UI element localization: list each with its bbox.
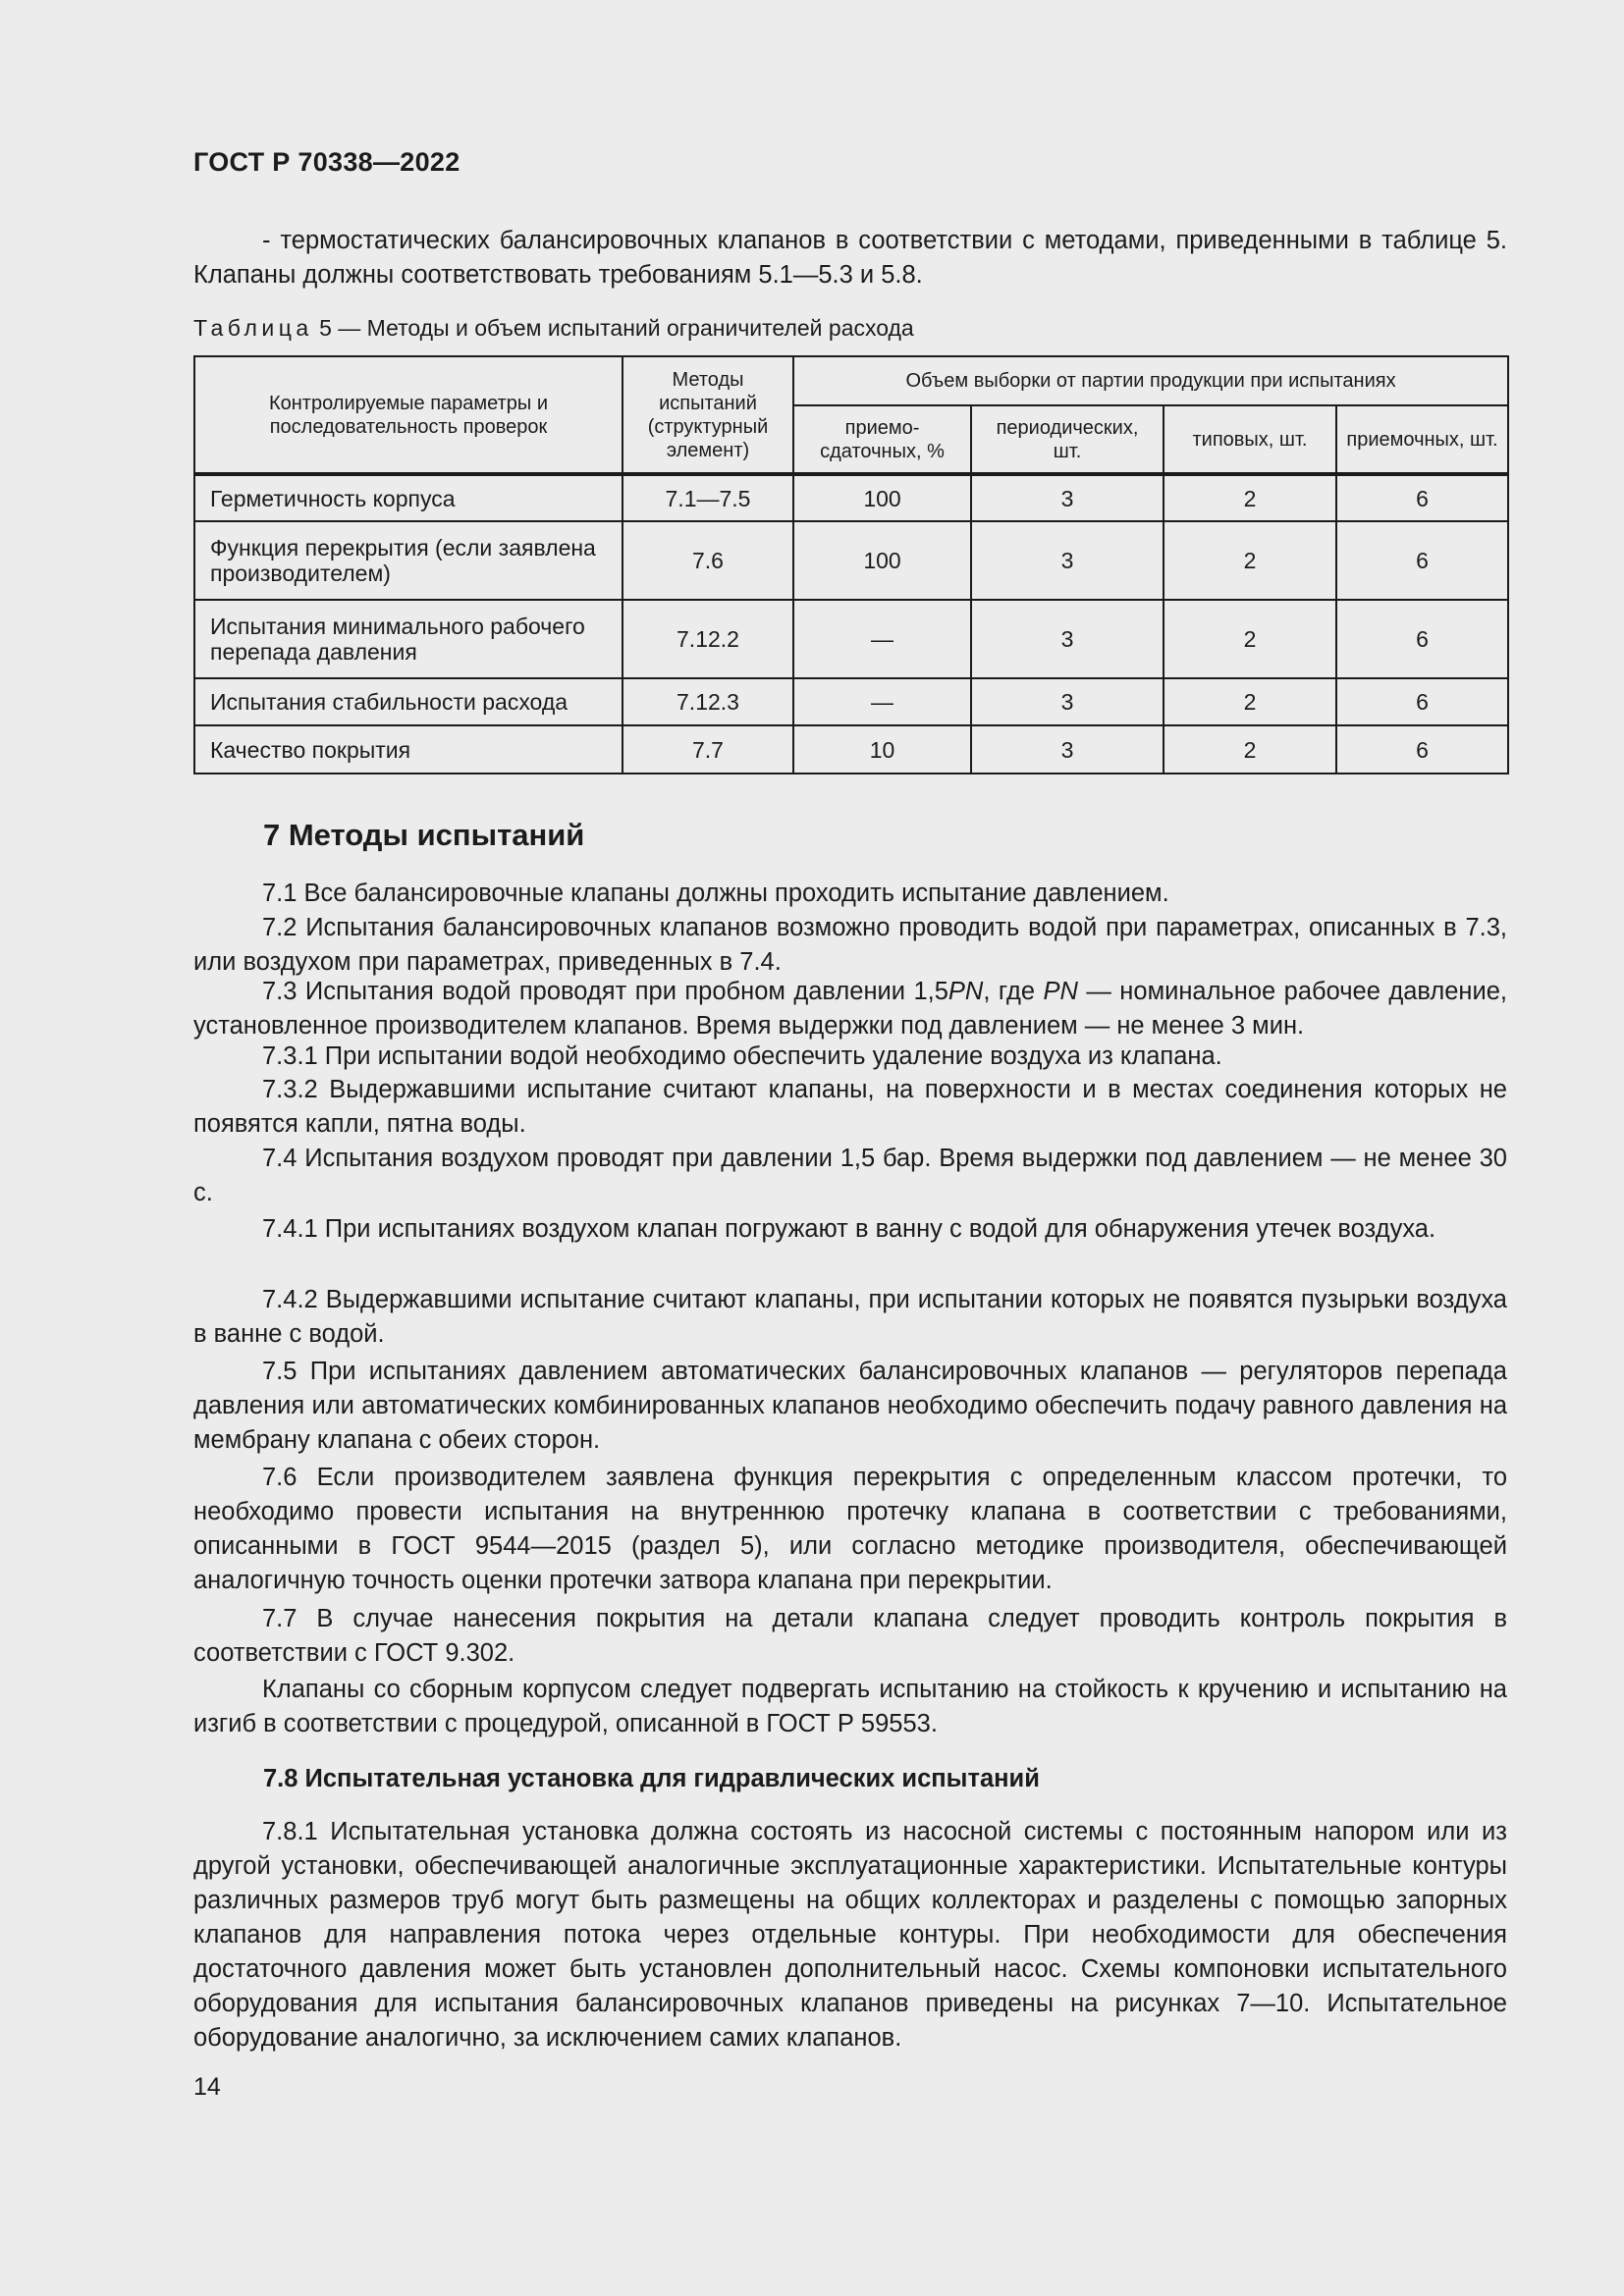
cell-accept-tests: 6 (1336, 521, 1508, 600)
document-header: ГОСТ Р 70338—2022 (193, 147, 460, 177)
cell-method: 7.12.3 (623, 678, 793, 725)
pn-symbol: PN (1043, 978, 1078, 1005)
cell-periodic: 3 (971, 725, 1164, 774)
cell-type-tests: 2 (1164, 474, 1336, 521)
cell-acceptance: 10 (793, 725, 971, 774)
paragraph-7-6: 7.6 Если производителем заявлена функция перекрытия с определенным классом протечки, то необходимо провести испытания на внутреннюю протечку клапана в соответствии с требованиями, описанными в ГОСТ 9544—2015 (раздел 5), или согласно методике производителя, обеспечивающей аналогичную точность оценки протечки затвора клапана при перекрытии. (193, 1464, 1507, 1594)
cell-periodic: 3 (971, 521, 1164, 600)
paragraph-7-3-part-c: — номинальное рабочее давление, установленное производителем клапанов. Время выдержки под давлением — не менее 3 мин. (193, 978, 1508, 1040)
paragraph-7-8-1: 7.8.1 Испытательная установка должна состоять из насосной системы с постоянным напором или из другой установки, обеспечивающей аналогичные эксплуатационные характеристики. Испытательные контуры различных размеров труб могут быть размещены на общих коллекторах и разделены с помощью запорных клапанов для направления потока через отдельные контуры. При необходимости для обеспечения достаточного давления может быть установлен дополнительный насос. Схемы компоновки испытательного оборудования для испытания балансировочных клапанов приведены на рисунках 7—10. Испытательное оборудование аналогично, за исключением самих клапанов. (193, 1818, 1507, 2052)
intro-paragraph: - термостатических балансировочных клапанов в соответствии с методами, приведенными в таблице 5. Клапаны должны соответствовать требованиям 5.1—5.3 и 5.8. (193, 227, 1507, 289)
cell-acceptance: — (793, 678, 971, 725)
cell-type-tests: 2 (1164, 725, 1336, 774)
cell-periodic: 3 (971, 678, 1164, 725)
cell-method: 7.7 (623, 725, 793, 774)
methods-table (193, 355, 1509, 774)
paragraph-assembled-body: Клапаны со сборным корпусом следует подвергать испытанию на стойкость к кручению и испытанию на изгиб в соответствии с процедурой, описанной в ГОСТ Р 59553. (193, 1676, 1507, 1737)
cell-acceptance: — (793, 600, 971, 678)
header-periodic: периодических, шт. (971, 405, 1164, 474)
paragraph-7-4-1: 7.4.1 При испытаниях воздухом клапан погружают в ванну с водой для обнаружения утечек воздуха. (262, 1215, 1436, 1243)
cell-acceptance: 100 (793, 474, 971, 521)
subsection-title-7-8: 7.8 Испытательная установка для гидравлических испытаний (263, 1765, 1040, 1792)
header-accept-tests: приемочных, шт. (1336, 405, 1508, 474)
header-sample-group: Объем выборки от партии продукции при испытаниях (793, 356, 1508, 405)
cell-method: 7.6 (623, 521, 793, 600)
cell-periodic: 3 (971, 474, 1164, 521)
table-row (194, 521, 1508, 600)
paragraph-7-3-2: 7.3.2 Выдержавшими испытание считают клапаны, на поверхности и в местах соединения которых не появятся капли, пятна воды. (193, 1076, 1507, 1138)
cell-param: Испытания минимального рабочего перепада давления (194, 600, 623, 678)
cell-param: Функция перекрытия (если заявлена производителем) (194, 521, 623, 600)
paragraph-7-3-1: 7.3.1 При испытании водой необходимо обеспечить удаление воздуха из клапана. (262, 1042, 1222, 1070)
table-caption-text: — Методы и объем испытаний ограничителей расхода (338, 315, 914, 341)
paragraph-7-3-part-b: , где (983, 978, 1044, 1005)
cell-method: 7.12.2 (623, 600, 793, 678)
header-type-tests: типовых, шт. (1164, 405, 1336, 474)
cell-acceptance: 100 (793, 521, 971, 600)
cell-periodic: 3 (971, 600, 1164, 678)
table-row (194, 725, 1508, 774)
paragraph-7-4: 7.4 Испытания воздухом проводят при давлении 1,5 бар. Время выдержки под давлением — не менее 30 с. (193, 1145, 1507, 1206)
table-row (194, 678, 1508, 725)
paragraph-7-5: 7.5 При испытаниях давлением автоматических балансировочных клапанов — регуляторов перепада давления или автоматических комбинированных клапанов необходимо обеспечить подачу равного давления на мембрану клапана с обеих сторон. (193, 1358, 1507, 1454)
header-param: Контролируемые параметры и последовательность проверок (194, 356, 623, 474)
cell-param: Качество покрытия (194, 725, 623, 774)
table-caption-number: 5 (319, 315, 332, 341)
cell-type-tests: 2 (1164, 600, 1336, 678)
pn-symbol: PN (947, 978, 984, 1005)
cell-type-tests: 2 (1164, 521, 1336, 600)
cell-param: Герметичность корпуса (194, 474, 623, 521)
paragraph-7-4-2: 7.4.2 Выдержавшими испытание считают клапаны, при испытании которых не появятся пузырьки воздуха в ванне с водой. (193, 1286, 1507, 1348)
paragraph-7-3 (193, 975, 1507, 1043)
table-row (194, 600, 1508, 678)
page-number: 14 (193, 2073, 221, 2101)
paragraph-7-7: 7.7 В случае нанесения покрытия на детали клапана следует проводить контроль покрытия в соответствии с ГОСТ 9.302. (193, 1605, 1507, 1667)
section-title: 7 Методы испытаний (263, 818, 585, 852)
cell-accept-tests: 6 (1336, 678, 1508, 725)
cell-type-tests: 2 (1164, 678, 1336, 725)
cell-param: Испытания стабильности расхода (194, 678, 623, 725)
cell-method: 7.1—7.5 (623, 474, 793, 521)
header-acceptance: приемо-сдаточных, % (793, 405, 971, 474)
paragraph-7-3-part-a: 7.3 Испытания водой проводят при пробном давлении 1,5 (262, 978, 948, 1005)
paragraph-7-2: 7.2 Испытания балансировочных клапанов возможно проводить водой при параметрах, описанных в 7.3, или воздухом при параметрах, приведенных в 7.4. (193, 914, 1507, 976)
paragraph-7-1: 7.1 Все балансировочные клапаны должны проходить испытание давлением. (262, 880, 1169, 907)
header-method: Методы испытаний (структурный элемент) (623, 356, 793, 474)
cell-accept-tests: 6 (1336, 600, 1508, 678)
cell-accept-tests: 6 (1336, 474, 1508, 521)
table-row (194, 474, 1508, 521)
cell-accept-tests: 6 (1336, 725, 1508, 774)
table-caption (193, 312, 914, 344)
table-caption-label: Таблица (193, 315, 313, 341)
